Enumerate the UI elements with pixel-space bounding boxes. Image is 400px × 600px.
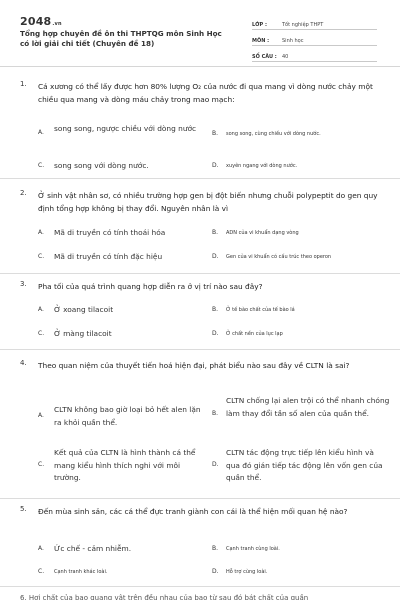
option-letter: D. — [212, 162, 219, 169]
option-letter: A. — [38, 129, 44, 136]
meta-label: MÔN : — [252, 38, 270, 44]
option-text: Ở tế bào chất của tế bào lá — [226, 307, 295, 313]
option-letter: D. — [212, 568, 219, 575]
question-number: 5. — [20, 505, 27, 513]
option-text: Ở màng tilacoit — [54, 329, 112, 338]
question-text: Cá xương có thể lấy được hơn 80% lượng O₂ của nước đi qua mang vì dòng nước chảy một chiều qua mang và dòng máu chảy trong mao mạch: — [38, 82, 373, 104]
question-separator — [0, 498, 400, 499]
option-text: CLTN tác động trực tiếp lên kiểu hình và qua đó gián tiếp tác động lên vốn gen của quần thể. — [226, 448, 383, 482]
option-text: CLTN chống lại alen trội có thể nhanh chóng làm thay đổi tần số alen của quần thể. — [226, 396, 390, 418]
option-text: Kết quả của CLTN là hình thành cá thể mang kiểu hình thích nghi với môi trường. — [54, 448, 196, 482]
question-separator — [0, 349, 400, 350]
option-text: Ở chất nền của lục lạp — [226, 331, 283, 337]
option-letter: D. — [212, 253, 219, 260]
option-letter: C. — [38, 568, 45, 575]
logo-suffix: .vn — [52, 21, 62, 27]
option-letter: C. — [38, 162, 45, 169]
option-letter: C. — [38, 330, 45, 337]
header-divider — [0, 66, 400, 67]
question-number: 1. — [20, 80, 27, 88]
question-text: Theo quan niệm của thuyết tiến hoá hiện đại, phát biểu nào sau đây về CLTN là sai? — [38, 361, 350, 370]
question-separator — [0, 178, 400, 179]
option-letter: B. — [212, 410, 219, 417]
option-text: CLTN không bao giờ loại bỏ hết alen lặn ra khỏi quần thể. — [54, 405, 201, 427]
document-title: Tổng hợp chuyên đề ôn thi THPTQG môn Sinh Học có lời giải chi tiết (Chuyên đề 18) — [20, 29, 222, 48]
option-text: Hỗ trợ cùng loài. — [226, 569, 268, 575]
question-number: 4. — [20, 359, 27, 367]
option-text: Mã di truyền có tính thoái hóa — [54, 228, 166, 237]
logo-text: 2048 — [20, 15, 52, 28]
option-letter: D. — [212, 461, 219, 468]
site-logo[interactable] — [20, 15, 62, 28]
option-text: song song với dòng nước. — [54, 161, 149, 170]
option-text: Ức chế - cảm nhiễm. — [54, 544, 132, 553]
option-text: Cạnh tranh khác loài. — [54, 569, 108, 575]
option-letter: B. — [212, 130, 219, 137]
page-header — [0, 0, 400, 62]
meta-value: Tốt nghiệp THPT — [282, 22, 324, 28]
option-letter: A. — [38, 545, 44, 552]
option-text: ADN của vi khuẩn dạng vòng — [226, 230, 299, 236]
meta-row-subject — [252, 32, 377, 46]
question-number: 2. — [20, 189, 27, 197]
option-text: Mã di truyền có tính đặc hiệu — [54, 252, 163, 261]
meta-row-count — [252, 48, 377, 62]
option-letter: A. — [38, 306, 44, 313]
question-text: Đến mùa sinh sản, các cá thể đực tranh giành con cái là thể hiện mối quan hệ nào? — [38, 507, 348, 516]
option-letter: D. — [212, 330, 219, 337]
meta-value: 40 — [282, 54, 289, 60]
question-text: Pha tối của quá trình quang hợp diễn ra ở vị trí nào sau đây? — [38, 282, 263, 291]
option-letter: B. — [212, 306, 219, 313]
option-text: song song, cùng chiều với dòng nước. — [226, 131, 321, 137]
option-text: Gen của vi khuẩn có cấu trúc theo operon — [226, 254, 332, 260]
meta-value: Sinh học — [282, 38, 304, 44]
question-separator — [0, 273, 400, 274]
document-meta — [252, 16, 377, 64]
option-letter: B. — [212, 229, 219, 236]
question-separator — [0, 586, 400, 587]
option-text: xuyên ngang với dòng nước. — [226, 163, 298, 169]
option-letter: A. — [38, 412, 44, 419]
next-question-partial: 6. Hợi chất của bao quang vật trên đều nhau của bao từ sau đó bát chất của quần — [20, 594, 309, 600]
question-text: Ở sinh vật nhân sơ, có nhiều trường hợp gen bị đột biến nhưng chuỗi polypeptit do gen quy định tổng hợp không bị thay đổi. Nguyên nhân là vì — [38, 191, 378, 213]
option-letter: A. — [38, 229, 44, 236]
option-letter: B. — [212, 545, 219, 552]
option-letter: C. — [38, 253, 45, 260]
meta-row-class — [252, 16, 377, 30]
option-text: Ở xoang tilacoit — [54, 305, 114, 314]
question-number: 3. — [20, 280, 27, 288]
meta-label: LỚP : — [252, 22, 267, 28]
option-text: Cạnh tranh cùng loài. — [226, 546, 280, 552]
meta-label: SỐ CÂU : — [252, 54, 277, 60]
option-letter: C. — [38, 461, 45, 468]
option-text: song song, ngược chiều với dòng nước — [54, 124, 197, 133]
